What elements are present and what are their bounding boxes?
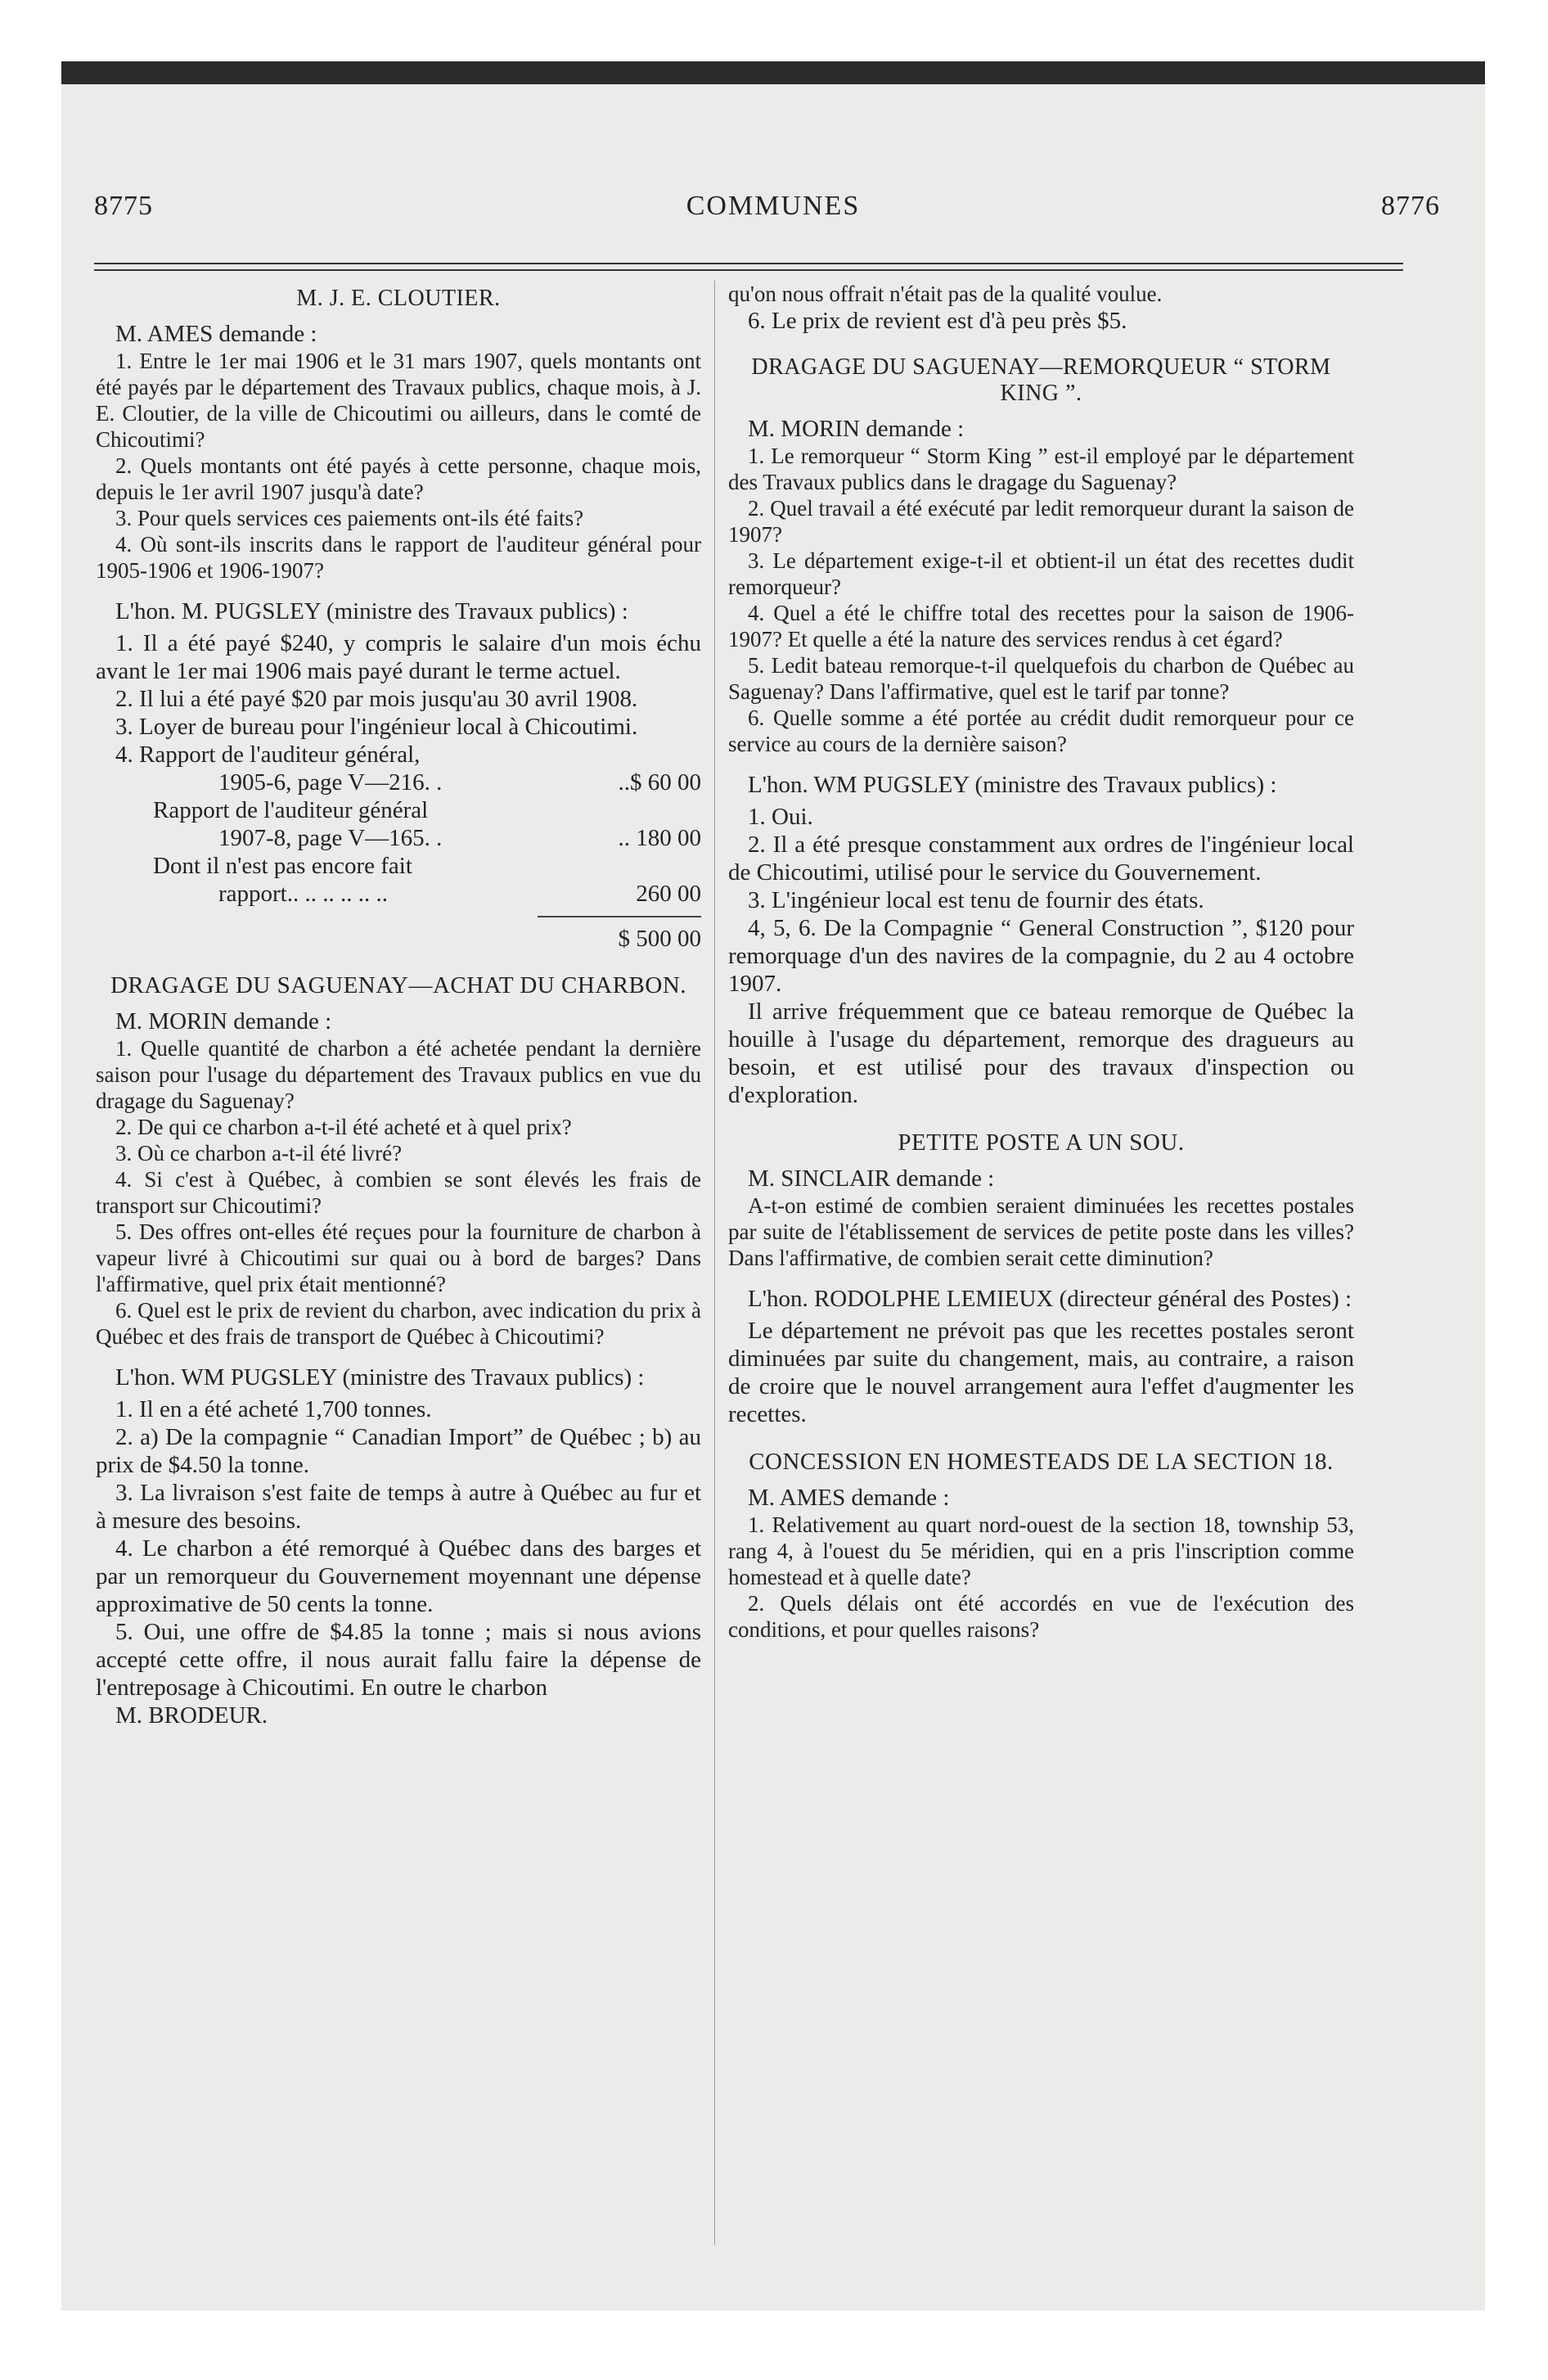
question-paragraph: 6. Quel est le prix de revient du charbon, avec indication du prix à Québec et des frais de transport de Québec à Chicoutimi? xyxy=(96,1298,701,1349)
running-title: COMMUNES xyxy=(686,191,861,221)
answerer: L'hon. M. PUGSLEY (ministre des Travaux publics) : xyxy=(115,598,628,624)
answer-paragraph: 1. Oui. xyxy=(748,804,813,830)
answer-paragraph: 5. Oui, une offre de $4.85 la tonne ; mais si nous avions accepté cette offre, il nous aurait fallu faire la dépense de l'entreposage à Chicoutimi. En outre le charbon xyxy=(96,1619,701,1701)
answerer: L'hon. WM PUGSLEY (ministre des Travaux publics) : xyxy=(748,772,1277,798)
amount-value: 60 00 xyxy=(647,769,701,796)
total-rule xyxy=(538,916,701,917)
answer-paragraph: 1. Il a été payé $240, y compris le salaire d'un mois échu avant le 1er mai 1906 mais payé durant le terme actuel. xyxy=(96,630,701,684)
amount-value: 180 00 xyxy=(636,825,701,851)
answer-paragraph: Il arrive fréquemment que ce bateau remorque de Québec la houille à l'usage du département, remorque des dragueurs au besoin, et est utilisé pour des travaux d'inspection ou d'exploration. xyxy=(728,998,1354,1108)
page-header xyxy=(61,191,1485,223)
amount-symbol: .. xyxy=(618,825,630,851)
asker: M. SINCLAIR demande : xyxy=(748,1165,995,1192)
question-paragraph: 3. Pour quels services ces paiements ont-ils été faits? xyxy=(115,506,584,530)
question-paragraph: 2. De qui ce charbon a-t-il été acheté et à quel prix? xyxy=(115,1115,572,1139)
amount-row xyxy=(96,880,701,908)
amount-label: 1907-8, page V—165. . xyxy=(218,825,443,851)
question-paragraph: 4. Si c'est à Québec, à combien se sont élevés les frais de transport sur Chicoutimi? xyxy=(96,1167,701,1218)
question-paragraph: A-t-on estimé de combien seraient diminuées les recettes postales par suite de l'établissement de services de petite poste dans les villes? Dans l'affirmative, de combien serait cette diminution? xyxy=(728,1193,1354,1270)
asker: M. AMES demande : xyxy=(115,321,317,347)
header-rule-top xyxy=(94,263,1403,264)
section-heading: DRAGAGE DU SAGUENAY—ACHAT DU CHARBON. xyxy=(110,972,687,998)
answer-paragraph: 3. Loyer de bureau pour l'ingénieur local à Chicoutimi. xyxy=(115,714,638,740)
amount-row xyxy=(96,769,701,796)
answerer: L'hon. RODOLPHE LEMIEUX (directeur général des Postes) : xyxy=(748,1286,1352,1312)
question-paragraph: 4. Où sont-ils inscrits dans le rapport de l'auditeur général pour 1905-1906 et 1906-1907? xyxy=(96,532,701,583)
document-page xyxy=(61,84,1485,2310)
amount-table xyxy=(96,769,701,952)
amount-label: Rapport de l'auditeur général xyxy=(153,797,429,823)
answer-paragraph: 2. Il a été presque constamment aux ordres de l'ingénieur local de Chicoutimi, utilisé pour le service du Gouvernement. xyxy=(728,832,1354,886)
amount-label: 1905-6, page V—216. . xyxy=(218,769,443,796)
column-divider xyxy=(714,281,715,2245)
answer-paragraph: 4. Rapport de l'auditeur général, xyxy=(115,741,421,768)
continued-paragraph: qu'on nous offrait n'était pas de la qualité voulue. xyxy=(728,282,1163,306)
amount-label: rapport.. .. .. .. .. .. xyxy=(218,881,388,907)
question-paragraph: 5. Des offres ont-elles été reçues pour la fourniture de charbon à vapeur livré à Chicoutimi sur quai ou à bord de barges? Dans l'affirmative, quel prix était mentionné? xyxy=(96,1219,701,1296)
section-heading: CONCESSION EN HOMESTEADS DE LA SECTION 18. xyxy=(749,1449,1334,1475)
question-paragraph: 1. Relativement au quart nord-ouest de la section 18, township 53, rang 4, à l'ouest du 5e méridien, qui en a pris l'inscription comme homestead et à quelle date? xyxy=(728,1512,1354,1589)
amount-row xyxy=(96,852,701,880)
answer-paragraph: 2. a) De la compagnie “ Canadian Import” de Québec ; b) au prix de $4.50 la tonne. xyxy=(96,1424,701,1478)
answer-paragraph: 2. Il lui a été payé $20 par mois jusqu'au 30 avril 1908. xyxy=(115,686,638,712)
answer-paragraph: 3. La livraison s'est faite de temps à autre à Québec au fur et à mesure des besoins. xyxy=(96,1480,701,1534)
left-column xyxy=(96,281,701,1729)
right-column xyxy=(728,281,1354,1643)
section-heading: PETITE POSTE A UN SOU. xyxy=(898,1129,1185,1156)
question-paragraph: 1. Le remorqueur “ Storm King ” est-il employé par le département des Travaux publics dans le dragage du Saguenay? xyxy=(728,444,1354,494)
answer-paragraph: 1. Il en a été acheté 1,700 tonnes. xyxy=(115,1396,432,1422)
amount-row xyxy=(96,824,701,852)
header-rule-bottom xyxy=(94,269,1403,271)
column-footer-name: M. BRODEUR. xyxy=(115,1702,268,1729)
question-paragraph: 2. Quel travail a été exécuté par ledit remorqueur durant la saison de 1907? xyxy=(728,496,1354,547)
answer-paragraph: 4, 5, 6. De la Compagnie “ General Construction ”, $120 pour remorquage d'un des navires de la compagnie, du 2 au 4 octobre 1907. xyxy=(728,915,1354,997)
amount-symbol: ..$ xyxy=(618,769,642,796)
question-paragraph: 1. Quelle quantité de charbon a été achetée pendant la dernière saison pour l'usage du département des Travaux publics en vue du dragage du Saguenay? xyxy=(96,1036,701,1113)
question-paragraph: 3. Où ce charbon a-t-il été livré? xyxy=(115,1141,403,1165)
question-paragraph: 2. Quels montants ont été payés à cette personne, chaque mois, depuis le 1er avril 1907 jusqu'à date? xyxy=(96,453,701,504)
scan-top-border xyxy=(61,61,1485,84)
amount-value: 260 00 xyxy=(636,881,701,907)
section-heading: M. J. E. CLOUTIER. xyxy=(296,286,501,311)
asker: M. MORIN demande : xyxy=(115,1008,332,1034)
page-number-right: 8776 xyxy=(1381,191,1440,221)
asker: M. MORIN demande : xyxy=(748,416,965,442)
question-paragraph: 3. Le département exige-t-il et obtient-il un état des recettes dudit remorqueur? xyxy=(728,548,1354,599)
amount-total: $ 500 00 xyxy=(618,926,701,952)
amount-label: Dont il n'est pas encore fait xyxy=(153,853,412,879)
question-paragraph: 5. Ledit bateau remorque-t-il quelquefois du charbon de Québec au Saguenay? Dans l'affirmative, quel est le tarif par tonne? xyxy=(728,653,1354,704)
question-paragraph: 4. Quel a été le chiffre total des recettes pour la saison de 1906-1907? Et quelle a été la nature des services rendus à cet égard? xyxy=(728,601,1354,651)
answer-paragraph: 4. Le charbon a été remorqué à Québec dans des barges et par un remorqueur du Gouvernement moyennant une dépense approximative de 50 cents la tonne. xyxy=(96,1535,701,1617)
answerer: L'hon. WM PUGSLEY (ministre des Travaux publics) : xyxy=(115,1364,645,1391)
question-paragraph: 2. Quels délais ont été accordés en vue de l'exécution des conditions, et pour quelles raisons? xyxy=(728,1591,1354,1642)
question-paragraph: 1. Entre le 1er mai 1906 et le 31 mars 1907, quels montants ont été payés par le département des Travaux publics, chaque mois, à J. E. Cloutier, de la ville de Chicoutimi ou ailleurs, dans le comté de Chicoutimi? xyxy=(96,349,701,452)
section-heading: DRAGAGE DU SAGUENAY—REMORQUEUR “ STORM KING ”. xyxy=(751,354,1331,406)
page-number-left: 8775 xyxy=(94,191,153,221)
answer-paragraph: 3. L'ingénieur local est tenu de fournir des états. xyxy=(748,887,1204,913)
amount-row xyxy=(96,796,701,824)
answer-paragraph: Le département ne prévoit pas que les recettes postales seront diminuées par suite du changement, mais, au contraire, a raison de croire que le nouvel arrangement aura l'effet d'augmenter les recettes. xyxy=(728,1318,1354,1427)
answer-paragraph: 6. Le prix de revient est d'à peu près $5. xyxy=(748,308,1127,334)
question-paragraph: 6. Quelle somme a été portée au crédit dudit remorqueur pour ce service au cours de la dernière saison? xyxy=(728,705,1354,756)
asker: M. AMES demande : xyxy=(748,1485,950,1511)
